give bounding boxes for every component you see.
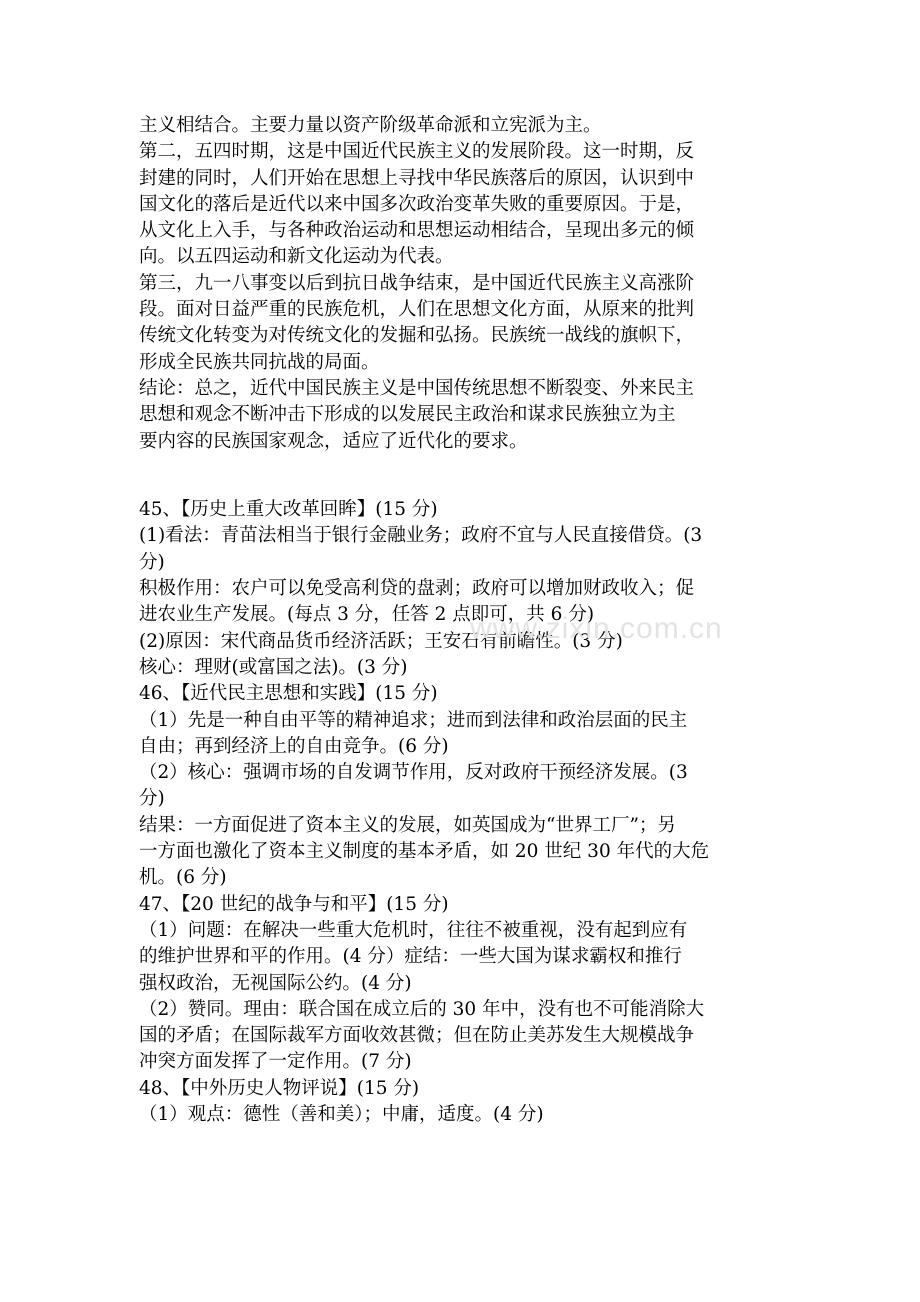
text-line: 国的矛盾；在国际裁军方面收效甚微；但在防止美苏发生大规模战争 xyxy=(139,1025,695,1047)
text-line: 自由；再到经济上的自由竞争。(6 分) xyxy=(139,735,449,757)
blank-line xyxy=(139,455,789,481)
text-line: 进农业生产发展。(每点 3 分，任答 2 点即可，共 6 分) xyxy=(139,604,595,626)
text-line: （2）赞同。理由：联合国在成立后的 30 年中，没有也不可能消除大 xyxy=(139,998,705,1020)
text-line: 冲突方面发挥了一定作用。(7 分) xyxy=(139,1051,412,1073)
text-line: （1）先是一种自由平等的精神追求；进而到法律和政治层面的民主 xyxy=(139,709,688,731)
text-line: 形成全民族共同抗战的局面。 xyxy=(139,351,380,373)
text-line: 向。以五四运动和新文化运动为代表。 xyxy=(139,246,454,268)
text-line: 传统文化转变为对传统文化的发掘和弘扬。民族统一战线的旗帜下， xyxy=(139,325,695,347)
text-line: 结论：总之，近代中国民族主义是中国传统思想不断裂变、外来民主 xyxy=(139,377,695,399)
section-heading-47: 47、【20 世纪的战争与和平】(15 分) xyxy=(139,893,449,915)
text-line: （2）核心：强调市场的自发调节作用，反对政府干预经济发展。(3 xyxy=(139,762,688,784)
document-body xyxy=(139,113,789,1128)
text-line: 第二，五四时期，这是中国近代民族主义的发展阶段。这一时期，反 xyxy=(139,141,695,163)
text-line: 分) xyxy=(139,788,165,810)
text-line: 从文化上入手，与各种政治运动和思想运动相结合，呈现出多元的倾 xyxy=(139,220,695,242)
text-line: 结果：一方面促进了资本主义的发展，如英国成为“世界工厂”；另 xyxy=(139,814,676,836)
text-line: 积极作用：农户可以免受高利贷的盘剥；政府可以增加财政收入；促 xyxy=(139,578,695,600)
section-heading-46: 46、【近代民主思想和实践】(15 分) xyxy=(139,683,438,705)
text-line: 段。面对日益严重的民族危机，人们在思想文化方面，从原来的批判 xyxy=(139,299,695,321)
text-line: 主义相结合。主要力量以资产阶级革命派和立宪派为主。 xyxy=(139,115,602,136)
text-line: (1)看法：青苗法相当于银行金融业务；政府不宜与人民直接借贷。(3 xyxy=(139,525,703,547)
text-line: 国文化的落后是近代以来中国多次政治变革失败的重要原因。于是， xyxy=(139,193,695,215)
text-line: 分) xyxy=(139,551,165,573)
text-line: 的维护世界和平的作用。(4 分）症结：一些大国为谋求霸权和推行 xyxy=(139,946,682,968)
section-heading-45: 45、【历史上重大改革回眸】(15 分) xyxy=(139,499,438,521)
text-line: 机。(6 分) xyxy=(139,867,227,889)
text-line: 封建的同时，人们开始在思想上寻找中华民族落后的原因，认识到中 xyxy=(139,167,695,189)
text-line: 思想和观念不断冲击下形成的以发展民主政治和谋求民族独立为主 xyxy=(139,404,676,426)
text-line: 强权政治，无视国际公约。(4 分) xyxy=(139,972,412,994)
text-line: 一方面也激化了资本主义制度的基本矛盾，如 20 世纪 30 年代的大危 xyxy=(139,841,710,863)
text-line: （1）观点：德性（善和美）；中庸，适度。(4 分) xyxy=(139,1103,544,1125)
text-line: (2)原因：宋代商品货币经济活跃；王安石有前瞻性。(3 分) xyxy=(139,630,623,652)
text-line: 核心：理财(或富国之法)。(3 分) xyxy=(139,656,408,678)
paragraph-gap xyxy=(139,481,789,497)
text-line: 要内容的民族国家观念，适应了近代化的要求。 xyxy=(139,430,528,452)
section-heading-48: 48、【中外历史人物评说】(15 分) xyxy=(139,1077,420,1099)
text-line: （1）问题：在解决一些重大危机时，往往不被重视，没有起到应有 xyxy=(139,919,688,941)
text-line: 第三，九一八事变以后到抗日战争结束，是中国近代民族主义高涨阶 xyxy=(139,272,695,294)
watermark-text: www.zixin.com.cn xyxy=(470,612,723,645)
